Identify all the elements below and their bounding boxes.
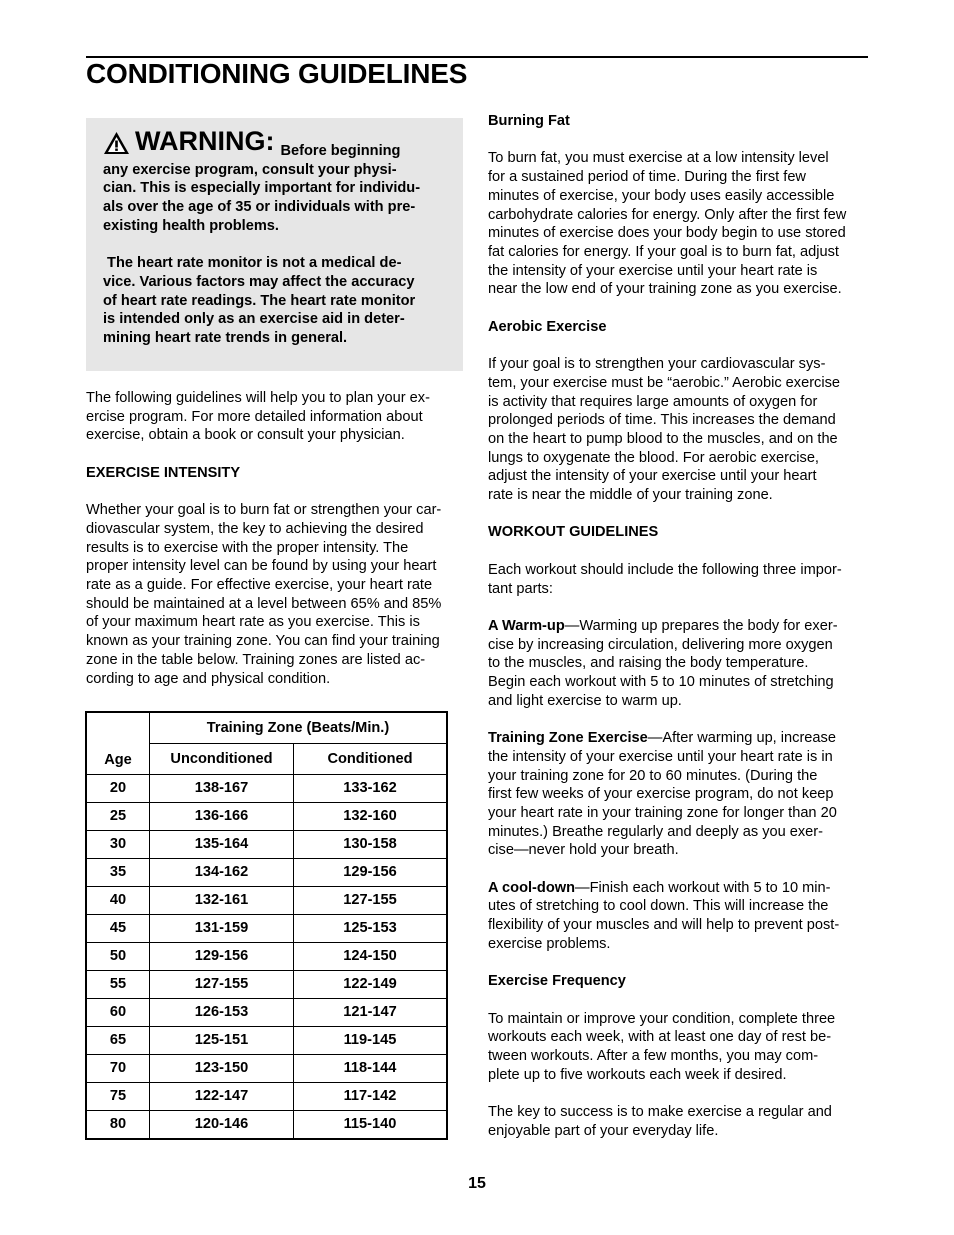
unconditioned-cell: 123-150 (150, 1054, 294, 1082)
cooldown-term: A cool-down (488, 879, 576, 896)
burning-line: minutes of exercise does your body begin to use stored (488, 225, 846, 242)
age-cell: 55 (86, 970, 150, 998)
warning-box (86, 118, 463, 371)
unconditioned-cell: 127-155 (150, 970, 294, 998)
training-zone-header: Training Zone (Beats/Min.) (150, 712, 448, 743)
conditioned-cell: 133-162 (294, 774, 448, 802)
warning-line: is intended only as an exercise aid in deter- (103, 311, 405, 328)
zone-line: minutes.) Breathe regularly and deeply as you exer- (488, 823, 824, 840)
table-row (86, 858, 447, 886)
cooldown-line: exercise problems. (488, 935, 611, 952)
intensity-line: cording to age and physical condition. (86, 670, 331, 687)
age-cell: 60 (86, 998, 150, 1026)
age-cell: 70 (86, 1054, 150, 1082)
zone-line: your heart rate in your training zone for longer than 20 (488, 804, 837, 821)
conditioned-cell: 122-149 (294, 970, 448, 998)
unconditioned-cell: 138-167 (150, 774, 294, 802)
burning-line: the intensity of your exercise until your heart rate is (488, 262, 818, 279)
frequency-line: workouts each week, with at least one day of rest be- (488, 1029, 832, 1046)
age-cell: 40 (86, 886, 150, 914)
aerobic-line: adjust the intensity of your exercise until your heart (488, 468, 817, 485)
conditioned-cell: 124-150 (294, 942, 448, 970)
unconditioned-cell: 125-151 (150, 1026, 294, 1054)
intensity-line: proper intensity level can be found by using your heart (86, 558, 437, 575)
intensity-line: Whether your goal is to burn fat or strengthen your car- (86, 502, 442, 519)
frequency-line: tween workouts. After a few months, you may com- (488, 1048, 819, 1064)
age-cell: 80 (86, 1110, 150, 1139)
age-cell: 65 (86, 1026, 150, 1054)
warmup-line: to the muscles, and raising the body temperature. (488, 655, 809, 672)
closing-line: enjoyable part of your everyday life. (488, 1122, 719, 1139)
aerobic-line: is activity that requires large amounts of oxygen for (488, 393, 818, 410)
unconditioned-cell: 131-159 (150, 914, 294, 942)
conditioned-cell: 125-153 (294, 914, 448, 942)
burning-fat-heading: Burning Fat (488, 113, 570, 129)
warning-line: any exercise program, consult your physi- (103, 161, 397, 178)
workout-guidelines-heading: WORKOUT GUIDELINES (488, 524, 659, 541)
table-body (86, 774, 447, 1139)
conditioned-cell: 115-140 (294, 1110, 448, 1139)
burning-line: To burn fat, you must exercise at a low intensity level (488, 150, 829, 167)
closing-line: The key to success is to make exercise a regular and (488, 1104, 832, 1121)
exercise-frequency-heading: Exercise Frequency (488, 973, 626, 990)
intensity-line: should be maintained at a level between 65% and 85% (86, 595, 442, 612)
age-cell: 75 (86, 1082, 150, 1110)
burning-line: for a sustained period of time. During the first few (488, 169, 806, 186)
cooldown-line-first: A cool-down—Finish each workout with 5 to 10 min- (488, 879, 831, 896)
warning-line: vice. Various factors may affect the accuracy (103, 273, 415, 290)
zone-line: your training zone for 20 to 60 minutes. (During the (488, 767, 818, 784)
table-row (86, 1110, 447, 1139)
table-row (86, 914, 447, 942)
unconditioned-cell: 122-147 (150, 1082, 294, 1110)
aerobic-line: If your goal is to strengthen your cardiovascular sys- (488, 356, 826, 373)
intensity-line: diovascular system, the key to achieving the desired (86, 520, 424, 537)
page-number: 15 (468, 1175, 486, 1192)
table-row (86, 1082, 447, 1110)
burning-line: near the low end of your training zone as you exercise. (488, 281, 842, 298)
training-zone-term: Training Zone Exercise (488, 730, 648, 747)
warning-line: The heart rate monitor is not a medical de- (103, 255, 402, 272)
unconditioned-cell: 126-153 (150, 998, 294, 1026)
table-row (86, 802, 447, 830)
warning-lead-text: Before beginning (280, 143, 401, 159)
right-column (488, 112, 868, 1141)
warmup-line-first: A Warm-up—Warming up prepares the body for exer- (488, 617, 838, 634)
burning-line: fat calories for energy. If your goal is to burn fat, adjust (488, 243, 839, 260)
age-cell: 35 (86, 858, 150, 886)
warning-line: cian. This is especially important for individu- (103, 180, 421, 197)
unconditioned-cell: 134-162 (150, 858, 294, 886)
conditioned-cell: 132-160 (294, 802, 448, 830)
table-row (86, 970, 447, 998)
warning-line-lead (103, 128, 445, 161)
warning-line: als over the age of 35 or individuals with pre- (103, 199, 416, 216)
unconditioned-cell: 136-166 (150, 802, 294, 830)
training-zone-table (85, 711, 448, 1140)
intro-line: ercise program. For more detailed information about (86, 408, 423, 425)
aerobic-line: rate is near the middle of your training zone. (488, 487, 773, 504)
table-row (86, 886, 447, 914)
conditioned-cell: 129-156 (294, 858, 448, 886)
aerobic-line: on the heart to pump blood to the muscles, and on the (488, 430, 838, 447)
intensity-line: known as your training zone. You can find your training (86, 633, 440, 650)
workout-line: tant parts: (488, 580, 553, 597)
unconditioned-cell: 120-146 (150, 1110, 294, 1139)
zone-line: the intensity of your exercise until your heart rate is in (488, 748, 833, 765)
burning-line: carbohydrate calories for energy. Only after the first few (488, 206, 847, 223)
page-title: CONDITIONING GUIDELINES (86, 58, 468, 89)
unconditioned-cell: 135-164 (150, 830, 294, 858)
workout-line: Each workout should include the following three impor- (488, 561, 842, 578)
left-column (86, 389, 466, 688)
burning-line: minutes of exercise, your body uses easily accessible (488, 187, 835, 204)
table-row (86, 774, 447, 802)
unconditioned-cell: 132-161 (150, 886, 294, 914)
zone-line: cise—never hold your breath. (488, 842, 679, 859)
conditioned-cell: 121-147 (294, 998, 448, 1026)
conditioned-cell: 127-155 (294, 886, 448, 914)
table-row (86, 998, 447, 1026)
warmup-line: and light exercise to warm up. (488, 692, 682, 709)
intensity-line: of your maximum heart rate as you exercise. This is (86, 614, 420, 631)
cooldown-line: utes of stretching to cool down. This will increase the (488, 898, 829, 915)
intensity-line: results is to exercise with the proper intensity. The (86, 539, 409, 556)
conditioned-cell: 117-142 (294, 1082, 448, 1110)
aerobic-line: lungs to oxygenate the blood. For aerobic exercise, (488, 449, 819, 466)
unconditioned-cell: 129-156 (150, 942, 294, 970)
age-cell: 20 (86, 774, 150, 802)
zone-line-first: Training Zone Exercise—After warming up, increase (488, 730, 836, 747)
exercise-intensity-heading: EXERCISE INTENSITY (86, 464, 241, 481)
intensity-line: zone in the table below. Training zones are listed ac- (86, 651, 426, 668)
table-row (86, 942, 447, 970)
unconditioned-header: Unconditioned (150, 743, 294, 774)
warning-triangle-icon (103, 131, 130, 155)
conditioned-header: Conditioned (294, 743, 448, 774)
age-cell: 45 (86, 914, 150, 942)
age-cell: 25 (86, 802, 150, 830)
conditioned-cell: 130-158 (294, 830, 448, 858)
warning-word: WARNING: (135, 126, 275, 156)
aerobic-exercise-heading: Aerobic Exercise (488, 318, 607, 335)
table-row (86, 1054, 447, 1082)
conditioned-cell: 119-145 (294, 1026, 448, 1054)
intensity-line: rate as a guide. For effective exercise, your heart rate (86, 577, 433, 593)
warmup-term: A Warm-up (488, 617, 565, 634)
aerobic-line: tem, your exercise must be “aerobic.” Aerobic exercise (488, 374, 841, 391)
table-row (86, 830, 447, 858)
table-row (86, 1026, 447, 1054)
age-header: Age (86, 712, 150, 774)
age-cell: 30 (86, 830, 150, 858)
warmup-line: cise by increasing circulation, delivering more oxygen (488, 636, 833, 653)
conditioned-cell: 118-144 (294, 1054, 448, 1082)
warning-line: of heart rate readings. The heart rate monitor (103, 292, 416, 309)
zone-line: first few weeks of your exercise program, do not keep (488, 786, 834, 803)
intro-line: exercise, obtain a book or consult your physician. (86, 427, 405, 444)
aerobic-line: prolonged periods of time. This increases the demand (488, 412, 836, 429)
warning-line: existing health problems. (103, 217, 279, 234)
age-cell: 50 (86, 942, 150, 970)
warmup-line: Begin each workout with 5 to 10 minutes of stretching (488, 674, 834, 690)
frequency-line: plete up to five workouts each week if desired. (488, 1066, 787, 1083)
intro-line: The following guidelines will help you to plan your ex- (86, 390, 430, 406)
cooldown-line: flexibility of your muscles and will help to prevent post- (488, 917, 840, 934)
frequency-line: To maintain or improve your condition, complete three (488, 1010, 836, 1027)
warning-line: mining heart rate trends in general. (103, 330, 348, 347)
